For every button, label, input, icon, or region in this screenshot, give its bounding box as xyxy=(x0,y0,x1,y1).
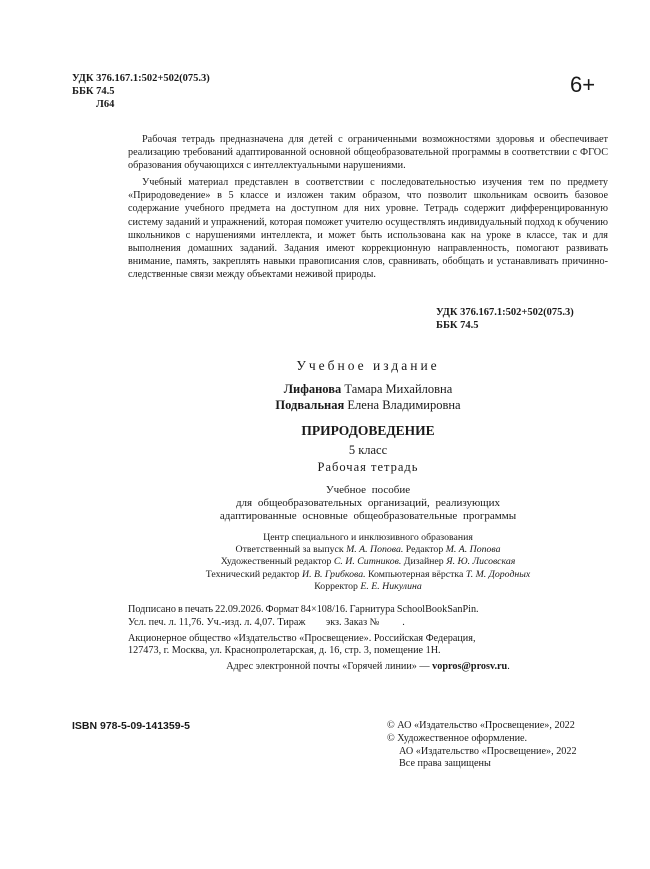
credit-line: Ответственный за выпуск М. А. Попова. Редактор М. А. Попова xyxy=(235,544,501,556)
udk-code: УДК 376.167.1:502+502(075.3) xyxy=(436,307,574,318)
annotation-paragraph-2: Учебный материал представлен в соответствии с последовательностью изучения тем по предмету «Природоведение» в 5 классе и изложен таким образом, что позволит школьникам освоить базовое содержание учебного предмета на доступном для них уровне. Тетрадь содержит дифференцированную систему заданий и упражнений, которая поможет учителю осуществлять индивидуальный подход к обучению школьников с нарушениями интеллекта, и может быть использована как на уроке в классе, так и для выполнения домашних заданий. Задания имеют коррекционную направленность, помогают развивать внимание, память, закреплять навыки правописания слов, сравнивать, обобщать и устанавливать причинно-следственные связи между объектами неживой природы. xyxy=(128,177,608,280)
author-surname: Лифанова xyxy=(283,382,342,396)
hotline-email: Адрес электронной почты «Горячей линии» — vopros@prosv.ru. xyxy=(226,661,510,673)
bbk-code: ББК 74.5 xyxy=(436,320,479,331)
purpose-line: адаптированные основные общеобразовательные программы xyxy=(219,510,517,522)
print-line: Подписано в печать 22.09.2026. Формат 84×108/16. Гарнитура SchoolBookSanPin. xyxy=(128,604,479,615)
subtitle: Рабочая тетрадь xyxy=(317,460,419,474)
author-1 xyxy=(128,381,608,397)
copyright xyxy=(387,720,577,771)
edition-type: Учебное издание xyxy=(296,358,440,373)
print-info xyxy=(128,604,608,674)
bbk-code: ББК 74.5 xyxy=(72,86,115,97)
classification-codes-bottom xyxy=(436,306,574,332)
classification-codes-top xyxy=(72,72,210,111)
isbn: ISBN 978-5-09-141359-5 xyxy=(72,720,190,732)
email-link[interactable]: vopros@prosv.ru xyxy=(432,661,508,673)
copyright-line: © Художественное оформление. xyxy=(387,732,528,744)
udk-code: УДК 376.167.1:502+502(075.3) xyxy=(72,73,210,84)
credit-line: Художественный редактор С. И. Ситников. Дизайнер Я. Ю. Лисовская xyxy=(220,556,516,568)
book-title: ПРИРОДОВЕДЕНИЕ xyxy=(301,423,435,438)
author-surname: Подвальная xyxy=(275,398,345,412)
department: Центр специального и инклюзивного образования xyxy=(263,532,473,543)
author-name: Тамара Михайловна xyxy=(344,382,453,396)
credit-line: Технический редактор И. В. Грибкова. Компьютерная вёрстка Т. М. Дородных xyxy=(205,568,531,580)
grade: 5 класс xyxy=(348,443,388,457)
purpose xyxy=(128,484,608,523)
author-sign: Л64 xyxy=(96,99,115,110)
copyright-line: АО «Издательство «Просвещение», 2022 xyxy=(399,745,577,757)
print-line: 127473, г. Москва, ул. Краснопролетарская, д. 16, стр. 3, помещение 1Н. xyxy=(128,645,441,657)
purpose-line: Учебное пособие xyxy=(325,484,411,496)
author-2 xyxy=(128,397,608,413)
age-rating: 6+ xyxy=(570,72,596,97)
credits xyxy=(128,532,608,593)
print-line: Акционерное общество «Издательство «Просвещение». Российская Федерация, xyxy=(128,632,476,644)
purpose-line: для общеобразовательных организаций, реализующих xyxy=(235,497,501,509)
annotation-paragraph-1: Рабочая тетрадь предназначена для детей с ограниченными возможностями здоровья и обеспечивает реализацию требований адаптированной основной общеобразовательной программы в соответствии с ФГОС образования обучающихся с интеллектуальными нарушениями. xyxy=(128,134,608,172)
copyright-line: © АО «Издательство «Просвещение», 2022 xyxy=(387,720,575,731)
author-name: Елена Владимировна xyxy=(347,398,461,412)
annotation xyxy=(128,133,608,285)
copyright-line: Все права защищены xyxy=(399,758,491,770)
print-line: Усл. печ. л. 11,76. Уч.-изд. л. 4,07. Тираж экз. Заказ № . xyxy=(128,616,405,628)
credit-line: Корректор Е. Е. Никулина xyxy=(314,580,422,592)
